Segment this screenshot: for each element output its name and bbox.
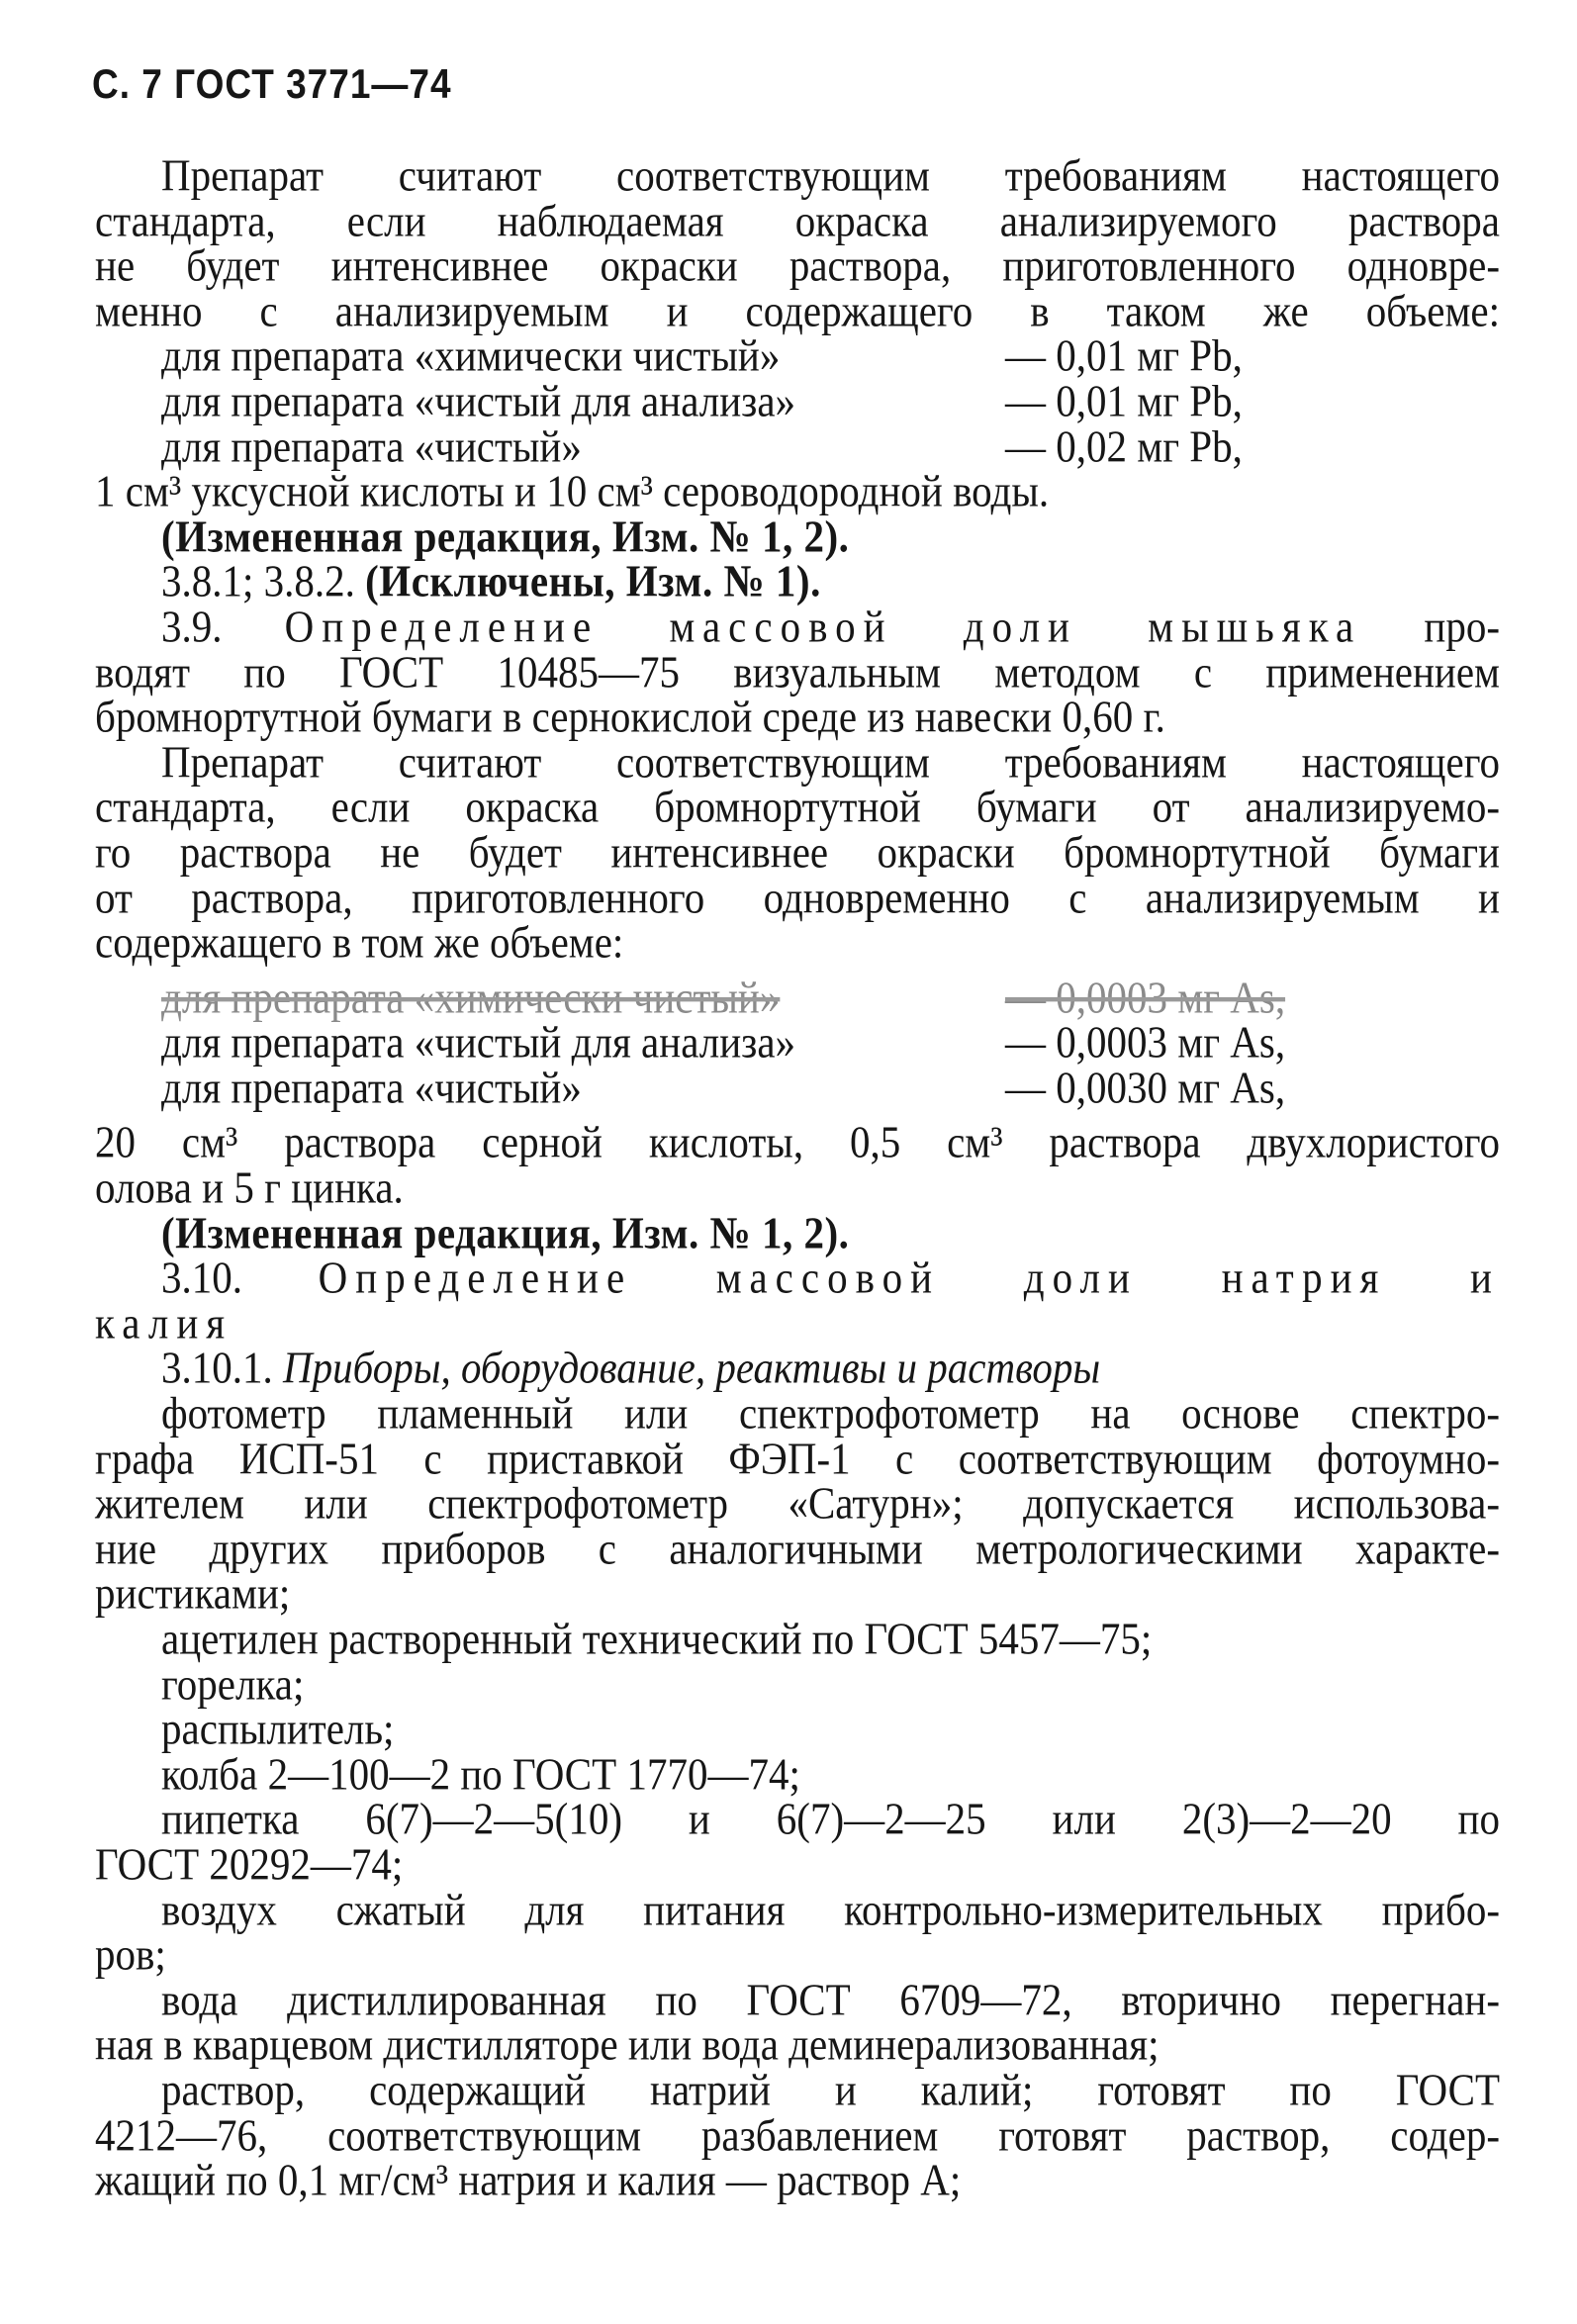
spec-value: — 0,01 мг Pb,	[1005, 329, 1243, 382]
document-body	[95, 149, 1500, 2205]
spec-row	[95, 376, 1500, 426]
text-line: воздух сжатый для питания контрольно-измерительных прибо-	[161, 1883, 1500, 1935]
spec-row	[95, 331, 1500, 382]
text-line: калия	[95, 1296, 233, 1348]
text-fragment: Приборы, оборудование, реактивы и растворы	[283, 1342, 1101, 1394]
text-line: от раствора, приготовленного одновременно с анализируемым и	[95, 871, 1500, 923]
text-line	[95, 602, 1500, 652]
text-line: 1 см³ уксусной кислоты и 10 см³ сероводородной воды.	[95, 465, 1050, 516]
text-line: содержащего в том же объеме:	[95, 916, 624, 968]
text-line: графа ИСП-51 с приставкой ФЭП-1 с соответствующим фотоумно-	[95, 1432, 1500, 1484]
text-line	[95, 557, 1500, 607]
text-fragment: 3.10.	[161, 1252, 319, 1303]
text-line: бромнортутной бумаги в сернокислой среде из навески 0,60 г.	[95, 691, 1165, 742]
spec-value: — 0,0003 мг As,	[1005, 971, 1286, 1023]
spec-value: — 0,01 мг Pb,	[1005, 375, 1243, 426]
text-line: (Измененная редакция, Изм. № 1, 2).	[161, 510, 850, 562]
text-fragment: 3.10.1.	[161, 1342, 283, 1394]
text-line: вода дистиллированная по ГОСТ 6709—72, вторично перегнан-	[161, 1973, 1500, 2025]
spec-label: для препарата «чистый для анализа»	[161, 375, 796, 426]
text-line: ров;	[95, 1928, 166, 1980]
text-line: (Измененная редакция, Изм. № 1, 2).	[161, 1206, 850, 1258]
text-line: распылитель;	[161, 1703, 395, 1754]
text-line: стандарта, если окраска бромнортутной бумаги от анализируемо-	[95, 781, 1500, 832]
text-fragment: Определение массовой доли натрия и	[318, 1252, 1500, 1303]
text-fragment: 3.9.	[161, 601, 285, 652]
text-line: ацетилен растворенный технический по ГОСТ 5457—75;	[161, 1613, 1153, 1664]
spec-row	[95, 1063, 1500, 1113]
text-line: ние других приборов с аналогичными метрологическими характе-	[95, 1522, 1500, 1574]
text-line: жащий по 0,1 мг/см³ натрия и калия — раствор А;	[95, 2154, 962, 2205]
spec-value: — 0,0003 мг As,	[1005, 1016, 1286, 1068]
text-line	[95, 1254, 1500, 1304]
text-line: Препарат считают соответствующим требованиям настоящего	[161, 149, 1500, 201]
text-line: ристиками;	[95, 1567, 291, 1620]
text-fragment: про-	[1361, 601, 1500, 652]
spec-label: для препарата «химически чистый»	[161, 329, 781, 382]
text-line: водят по ГОСТ 10485—75 визуальным методом с применением	[95, 645, 1500, 697]
page-header: С. 7 ГОСТ 3771—74	[92, 61, 452, 107]
text-line: го раствора не будет интенсивнее окраски бромнортутной бумаги	[95, 826, 1500, 878]
text-line: менно с анализируемым и содержащего в таком же объеме:	[95, 284, 1500, 336]
spec-label: для препарата «химически чистый»	[161, 971, 781, 1023]
text-line: раствор, содержащий натрий и калий; готовят по ГОСТ	[161, 2064, 1500, 2115]
text-line: фотометр пламенный или спектрофотометр на основе спектро-	[161, 1387, 1500, 1439]
text-line: не будет интенсивнее окраски раствора, приготовленного одновре-	[95, 239, 1500, 291]
text-line: 20 см³ раствора серной кислоты, 0,5 см³ раствора двухлористого	[95, 1116, 1500, 1168]
text-fragment: (Исключены, Изм. № 1).	[365, 555, 821, 607]
spec-label: для препарата «чистый»	[161, 1062, 582, 1113]
text-line: колба 2—100—2 по ГОСТ 1770—74;	[161, 1747, 800, 1800]
spec-label: для препарата «чистый»	[161, 419, 582, 472]
text-line: стандарта, если наблюдаемая окраска анализируемого раствора	[95, 194, 1500, 246]
text-fragment: 3.8.1; 3.8.2.	[161, 555, 366, 607]
text-line: олова и 5 г цинка.	[95, 1162, 404, 1213]
text-line	[95, 1344, 1500, 1394]
text-line: 4212—76, соответствующим разбавлением готовят раствор, содер-	[95, 2108, 1500, 2161]
text-line: Препарат считают соответствующим требованиям настоящего	[161, 735, 1500, 788]
spec-value: — 0,0030 мг As,	[1005, 1062, 1286, 1113]
spec-row	[95, 1018, 1500, 1069]
spec-label: для препарата «чистый для анализа»	[161, 1016, 796, 1068]
text-line: пипетка 6(7)—2—5(10) и 6(7)—2—25 или 2(3)—2—20 по	[161, 1793, 1500, 1845]
text-fragment: Определение массовой доли мышьяка	[284, 601, 1362, 652]
text-line: ная в кварцевом дистилляторе или вода деминерализованная;	[95, 2018, 1160, 2071]
text-line: ГОСТ 20292—74;	[95, 1838, 404, 1890]
text-line: горелка;	[161, 1657, 305, 1710]
text-line: жителем или спектрофотометр «Сатурн»; допускается использова-	[95, 1477, 1500, 1529]
spec-value: — 0,02 мг Pb,	[1005, 419, 1243, 472]
